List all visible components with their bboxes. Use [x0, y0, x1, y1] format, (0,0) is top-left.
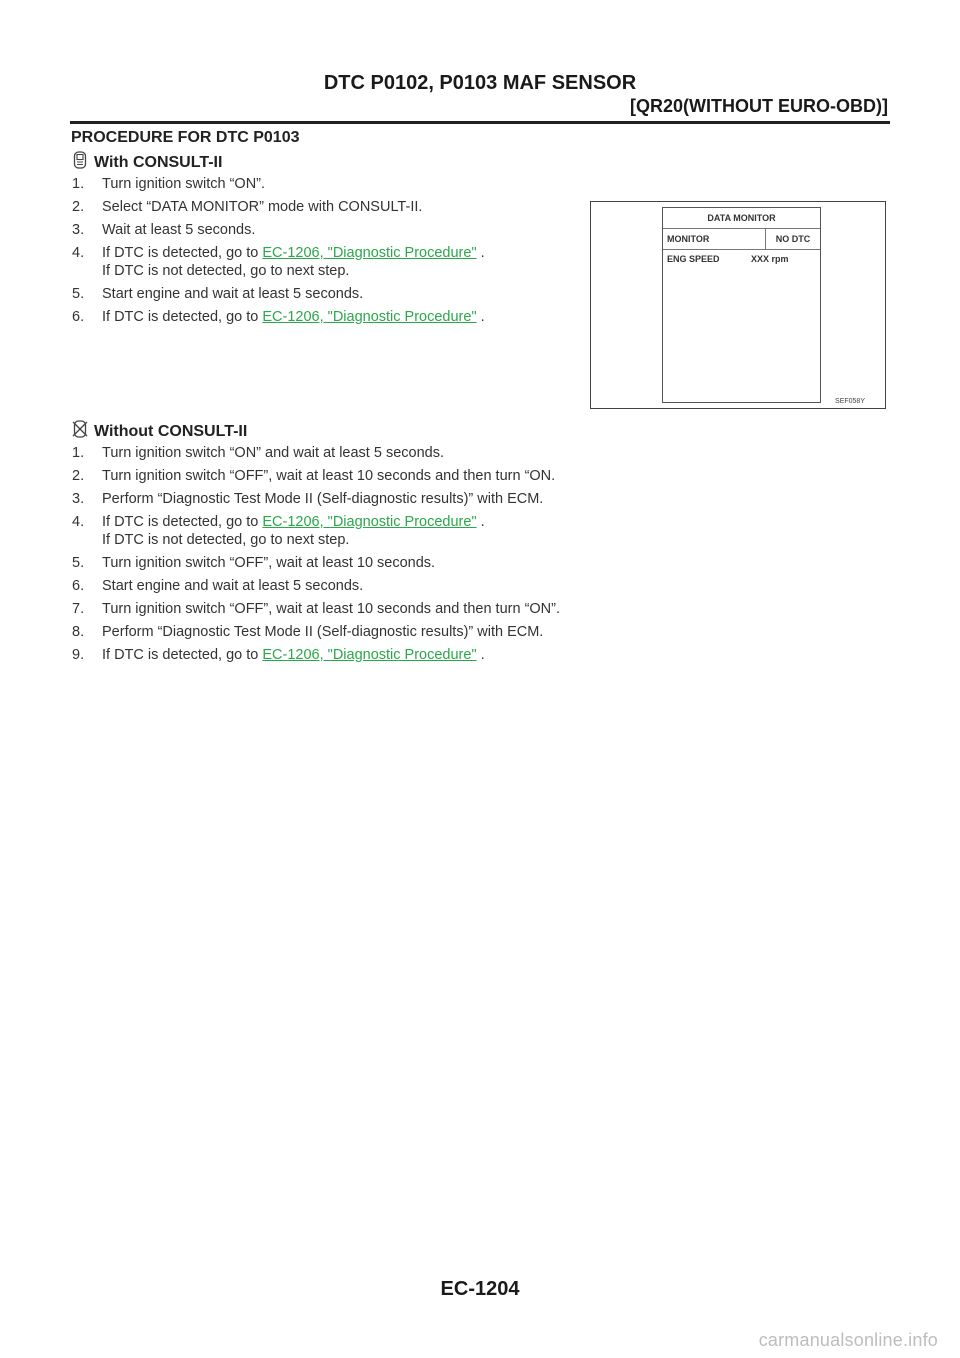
figure-code: SEF058Y [835, 398, 865, 405]
page-number: EC-1204 [440, 1278, 520, 1300]
step-text: Wait at least 5 seconds. [102, 222, 256, 238]
step-item [72, 221, 485, 239]
step-text: Start engine and wait at least 5 seconds. [102, 578, 364, 594]
screen-row-label: ENG SPEED [667, 254, 720, 264]
step-item [72, 600, 560, 618]
step-number: 5. [72, 555, 85, 571]
diagnostic-procedure-link[interactable]: EC-1206, "Diagnostic Procedure" [262, 514, 477, 530]
header-rule [70, 121, 890, 124]
step-item [72, 285, 485, 303]
step-number: 2. [72, 468, 85, 484]
data-monitor-figure [590, 201, 886, 409]
step-body [102, 221, 485, 239]
with-consult-heading-text: With CONSULT-II [94, 153, 223, 171]
diagnostic-procedure-link[interactable]: EC-1206, "Diagnostic Procedure" [262, 309, 477, 325]
step-number: 1. [72, 176, 85, 192]
step-number: 7. [72, 601, 85, 617]
step-number: 3. [72, 222, 85, 238]
page-title: DTC P0102, P0103 MAF SENSOR [323, 72, 637, 94]
screen-header [663, 229, 820, 250]
step-text-after: . [476, 309, 485, 325]
consult-tester-icon [72, 151, 94, 174]
step-body [102, 444, 560, 462]
step-item [72, 554, 560, 572]
screen-row [663, 250, 820, 268]
step-item [72, 490, 560, 508]
step-text: Perform “Diagnostic Test Mode II (Self-diagnostic results)” with ECM. [102, 491, 544, 507]
step-text: If DTC is detected, go to [102, 514, 263, 530]
step-number: 3. [72, 491, 85, 507]
step-text-after: . [476, 647, 485, 663]
step-item [72, 444, 560, 462]
step-number: 6. [72, 578, 85, 594]
step-text: Turn ignition switch “OFF”, wait at least 10 seconds. [102, 555, 436, 571]
step-text: Turn ignition switch “ON”. [102, 176, 266, 192]
step-text: Turn ignition switch “OFF”, wait at least 10 seconds and then turn “ON”. [102, 601, 561, 617]
step-text-line2: If DTC is not detected, go to next step. [102, 532, 350, 548]
step-number: 8. [72, 624, 85, 640]
step-body [102, 308, 485, 326]
step-body [102, 490, 560, 508]
with-consult-heading [72, 151, 222, 174]
step-number: 6. [72, 309, 85, 325]
step-body [102, 285, 485, 303]
screen-title: DATA MONITOR [663, 208, 820, 229]
step-item [72, 467, 560, 485]
step-text: Start engine and wait at least 5 seconds. [102, 286, 364, 302]
consult-screen [662, 207, 821, 403]
step-item [72, 175, 485, 193]
step-body [102, 513, 560, 549]
step-body [102, 646, 560, 664]
step-text: Turn ignition switch “ON” and wait at least 5 seconds. [102, 445, 444, 461]
step-text: Select “DATA MONITOR” mode with CONSULT-II. [102, 199, 423, 215]
diagnostic-procedure-link[interactable]: EC-1206, "Diagnostic Procedure" [262, 647, 477, 663]
step-body [102, 577, 560, 595]
step-text: Turn ignition switch “OFF”, wait at least 10 seconds and then turn “ON. [102, 468, 556, 484]
step-body [102, 600, 560, 618]
step-body [102, 554, 560, 572]
step-number: 1. [72, 445, 85, 461]
step-number: 9. [72, 647, 85, 663]
step-text-line2: If DTC is not detected, go to next step. [102, 263, 350, 279]
screen-row-value: XXX rpm [751, 254, 789, 264]
without-consult-steps [72, 444, 560, 669]
step-number: 5. [72, 286, 85, 302]
step-text: If DTC is detected, go to [102, 647, 263, 663]
step-body [102, 467, 560, 485]
step-body [102, 175, 485, 193]
with-consult-steps [72, 175, 485, 331]
step-number: 2. [72, 199, 85, 215]
without-consult-heading [72, 420, 247, 443]
step-item [72, 623, 560, 641]
diagnostic-procedure-link[interactable]: EC-1206, "Diagnostic Procedure" [262, 245, 477, 261]
step-text-after: . [476, 245, 485, 261]
step-text-after: . [476, 514, 485, 530]
step-item [72, 646, 560, 664]
step-item [72, 198, 485, 216]
step-body [102, 623, 560, 641]
step-item [72, 244, 485, 280]
step-number: 4. [72, 245, 85, 261]
step-text: Perform “Diagnostic Test Mode II (Self-diagnostic results)” with ECM. [102, 624, 544, 640]
step-item [72, 577, 560, 595]
step-text: If DTC is detected, go to [102, 245, 263, 261]
section-title: PROCEDURE FOR DTC P0103 [71, 129, 300, 146]
page-subtitle: [QR20(WITHOUT EURO-OBD)] [630, 96, 888, 116]
watermark: carmanualsonline.info [758, 1330, 938, 1350]
screen-col-monitor: MONITOR [663, 229, 766, 249]
screen-col-status: NO DTC [775, 234, 811, 244]
step-number: 4. [72, 514, 85, 530]
step-body [102, 244, 485, 280]
step-item [72, 513, 560, 549]
step-item [72, 308, 485, 326]
no-tester-icon [72, 420, 94, 443]
step-body [102, 198, 485, 216]
without-consult-heading-text: Without CONSULT-II [94, 422, 248, 440]
step-text: If DTC is detected, go to [102, 309, 263, 325]
